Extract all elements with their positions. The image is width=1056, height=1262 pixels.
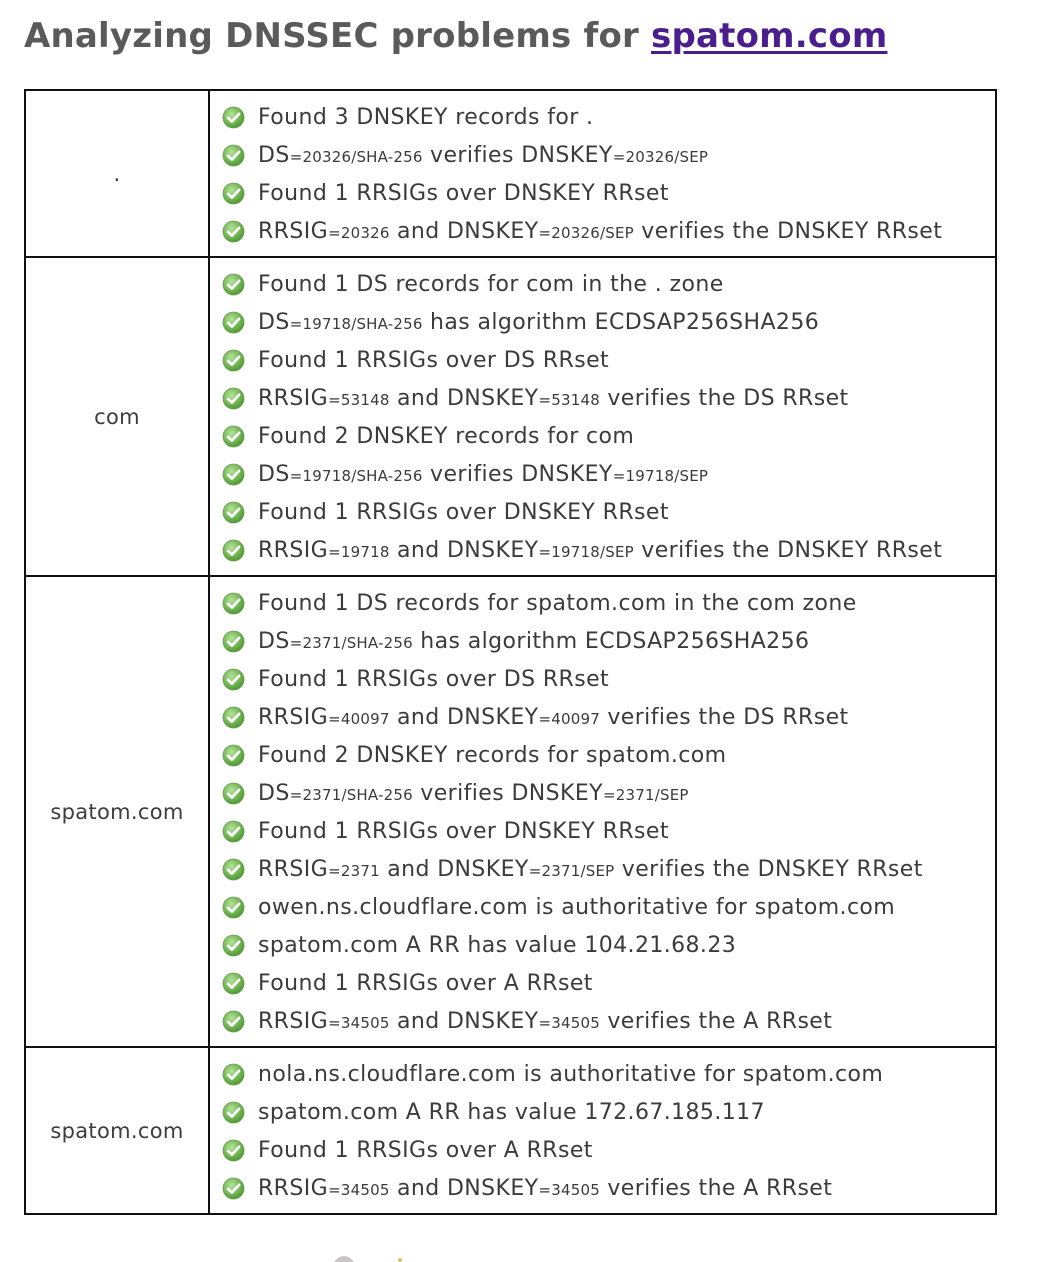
check-item [222, 531, 995, 569]
check-text [258, 310, 819, 335]
zone-row [25, 576, 996, 1047]
check-circle-icon [222, 501, 245, 524]
check-text-part: Found 2 DNSKEY records for com [258, 423, 635, 449]
check-circle-icon [222, 539, 245, 562]
check-circle-icon [222, 706, 245, 729]
check-item [222, 136, 995, 174]
zone-checks [209, 257, 996, 576]
check-text-part: Found 1 RRSIGs over DS RRset [258, 347, 610, 373]
check-text-part: DS [258, 461, 290, 487]
check-circle-icon [222, 273, 245, 296]
results-body [25, 90, 996, 1214]
check-item [222, 493, 995, 531]
check-text [258, 219, 942, 244]
check-text-part: Found 1 DS records for com in the . zone [258, 271, 724, 297]
check-text [258, 591, 857, 616]
check-param: =19718/SEP [538, 542, 634, 561]
check-text-part: verifies DNSKEY [422, 142, 613, 168]
check-param: =20326/SEP [612, 147, 709, 166]
page-title-text: Analyzing DNSSEC problems for [24, 16, 639, 56]
check-circle-icon [222, 220, 245, 243]
check-text-part: verifies DNSKEY [422, 461, 613, 487]
zone-row [25, 1047, 996, 1214]
check-text-part: verifies DNSKEY [412, 780, 603, 806]
check-param: =20326 [328, 223, 390, 242]
check-text [258, 743, 726, 768]
check-text [258, 971, 593, 996]
check-circle-icon [222, 311, 245, 334]
check-text-part: RRSIG [258, 385, 329, 411]
check-text [258, 424, 634, 449]
check-text [258, 538, 942, 563]
check-circle-icon [222, 1139, 245, 1162]
check-param: =2371/SEP [602, 785, 689, 804]
check-text [258, 1138, 593, 1163]
zone-checks [209, 90, 996, 257]
check-circle-icon [222, 972, 245, 995]
check-text-part: DS [258, 309, 290, 335]
check-text [258, 181, 669, 206]
check-text-part: RRSIG [258, 1175, 329, 1201]
check-text-part: RRSIG [258, 1008, 329, 1034]
check-item [222, 265, 995, 303]
check-text-part: Found 2 DNSKEY records for spatom.com [258, 742, 727, 768]
check-item [222, 174, 995, 212]
check-text [258, 781, 689, 806]
zone-row [25, 257, 996, 576]
check-text-part: spatom.com A RR has value 172.67.185.117 [258, 1099, 765, 1125]
zone-row [25, 90, 996, 257]
check-param: =34505 [538, 1180, 600, 1199]
check-circle-icon [222, 858, 245, 881]
check-item [222, 1002, 995, 1040]
check-text [258, 1176, 832, 1201]
check-param: =19718/SEP [612, 466, 709, 485]
domain-link[interactable]: spatom.com [651, 16, 888, 56]
check-text-part: and DNSKEY [389, 1008, 539, 1034]
zone-name: . [25, 90, 209, 257]
check-param: =2371/SEP [528, 861, 615, 880]
check-text-part: verifies the DNSKEY RRset [633, 537, 943, 563]
check-param: =20326/SEP [538, 223, 634, 242]
check-item [222, 303, 995, 341]
check-circle-icon [222, 934, 245, 957]
check-text [258, 705, 849, 730]
check-circle-icon [222, 820, 245, 843]
check-text-part: Found 1 RRSIGs over DNSKEY RRset [258, 180, 669, 206]
check-circle-icon [222, 106, 245, 129]
check-text [258, 1062, 883, 1087]
check-text-part: Found 1 RRSIGs over DNSKEY RRset [258, 499, 669, 525]
check-param: =40097 [328, 709, 390, 728]
zone-checks [209, 576, 996, 1047]
check-circle-icon [222, 592, 245, 615]
check-circle-icon [222, 630, 245, 653]
check-item [222, 698, 995, 736]
check-item [222, 455, 995, 493]
check-item [222, 812, 995, 850]
check-text-part: verifies the DS RRset [599, 704, 849, 730]
check-item [222, 1055, 995, 1093]
check-text-part: verifies the DS RRset [599, 385, 849, 411]
check-circle-icon [222, 349, 245, 372]
check-text-part: RRSIG [258, 704, 329, 730]
check-text-part: verifies the A RRset [599, 1008, 833, 1034]
check-text-part: verifies the A RRset [599, 1175, 833, 1201]
check-text [258, 143, 708, 168]
check-circle-icon [222, 387, 245, 410]
check-text-part: nola.ns.cloudflare.com is authoritative for spatom.com [258, 1061, 884, 1087]
check-text-part: Found 1 DS records for spatom.com in the com zone [258, 590, 857, 616]
check-item [222, 926, 995, 964]
check-text-part: and DNSKEY [389, 1175, 539, 1201]
check-text-part: RRSIG [258, 856, 329, 882]
check-circle-icon [222, 896, 245, 919]
check-item [222, 850, 995, 888]
check-param: =53148 [328, 390, 390, 409]
check-text-part: Found 1 RRSIGs over A RRset [258, 970, 593, 996]
check-circle-icon [222, 782, 245, 805]
check-item [222, 212, 995, 250]
check-text-part: owen.ns.cloudflare.com is authoritative for spatom.com [258, 894, 896, 920]
check-text [258, 272, 724, 297]
zone-name: spatom.com [25, 1047, 209, 1214]
check-circle-icon [222, 1063, 245, 1086]
check-circle-icon [222, 1177, 245, 1200]
check-text-part: has algorithm ECDSAP256SHA256 [412, 628, 810, 654]
check-item [222, 888, 995, 926]
check-text [258, 348, 609, 373]
check-circle-icon [222, 1010, 245, 1033]
check-text-part: verifies the DNSKEY RRset [633, 218, 943, 244]
check-circle-icon [222, 144, 245, 167]
dnssec-results-table [24, 89, 997, 1215]
check-circle-icon [222, 744, 245, 767]
check-param: =40097 [538, 709, 600, 728]
check-text-part: and DNSKEY [389, 385, 539, 411]
check-text [258, 667, 609, 692]
zone-checks [209, 1047, 996, 1214]
check-param: =53148 [538, 390, 600, 409]
check-param: =2371/SHA-256 [289, 785, 413, 804]
check-text [258, 629, 809, 654]
check-text-part: DS [258, 142, 290, 168]
check-item [222, 379, 995, 417]
check-circle-icon [222, 425, 245, 448]
zone-name: com [25, 257, 209, 576]
check-text-part: Found 3 DNSKEY records for . [258, 104, 594, 130]
check-param: =34505 [328, 1013, 390, 1032]
check-item [222, 98, 995, 136]
check-text-part: and DNSKEY [389, 537, 539, 563]
check-item [222, 774, 995, 812]
check-text [258, 1100, 765, 1125]
page-title [24, 14, 887, 58]
check-item [222, 417, 995, 455]
check-text [258, 933, 736, 958]
check-circle-icon [222, 463, 245, 486]
check-circle-icon [222, 668, 245, 691]
check-text-part: Found 1 RRSIGs over A RRset [258, 1137, 593, 1163]
check-text [258, 1009, 832, 1034]
check-text-part: and DNSKEY [389, 704, 539, 730]
check-item [222, 1131, 995, 1169]
check-text-part: RRSIG [258, 218, 329, 244]
check-param: =34505 [328, 1180, 390, 1199]
check-text-part: verifies the DNSKEY RRset [614, 856, 923, 882]
check-text-part: and DNSKEY [379, 856, 529, 882]
check-param: =19718/SHA-256 [289, 314, 423, 333]
check-item [222, 341, 995, 379]
check-text-part: Found 1 RRSIGs over DNSKEY RRset [258, 818, 669, 844]
check-param: =19718 [328, 542, 390, 561]
check-text-part: Found 1 RRSIGs over DS RRset [258, 666, 610, 692]
check-item [222, 660, 995, 698]
check-text-part: RRSIG [258, 537, 329, 563]
check-text [258, 105, 593, 130]
check-text-part: DS [258, 628, 290, 654]
check-item [222, 736, 995, 774]
check-param: =20326/SHA-256 [289, 147, 423, 166]
check-circle-icon [222, 182, 245, 205]
zone-name: spatom.com [25, 576, 209, 1047]
check-text-part: and DNSKEY [389, 218, 539, 244]
check-text-part: has algorithm ECDSAP256SHA256 [422, 309, 820, 335]
check-text [258, 386, 849, 411]
check-item [222, 622, 995, 660]
check-text-part: spatom.com A RR has value 104.21.68.23 [258, 932, 737, 958]
check-text [258, 857, 923, 882]
check-text-part: DS [258, 780, 290, 806]
check-text [258, 819, 669, 844]
check-circle-icon [222, 1101, 245, 1124]
partial-image-icon [330, 1252, 420, 1262]
check-item [222, 1169, 995, 1207]
check-item [222, 584, 995, 622]
check-param: =2371/SHA-256 [289, 633, 413, 652]
check-text [258, 462, 708, 487]
check-text [258, 895, 895, 920]
check-item [222, 964, 995, 1002]
check-param: =19718/SHA-256 [289, 466, 423, 485]
check-text [258, 500, 669, 525]
check-param: =34505 [538, 1013, 600, 1032]
check-param: =2371 [328, 861, 380, 880]
check-item [222, 1093, 995, 1131]
